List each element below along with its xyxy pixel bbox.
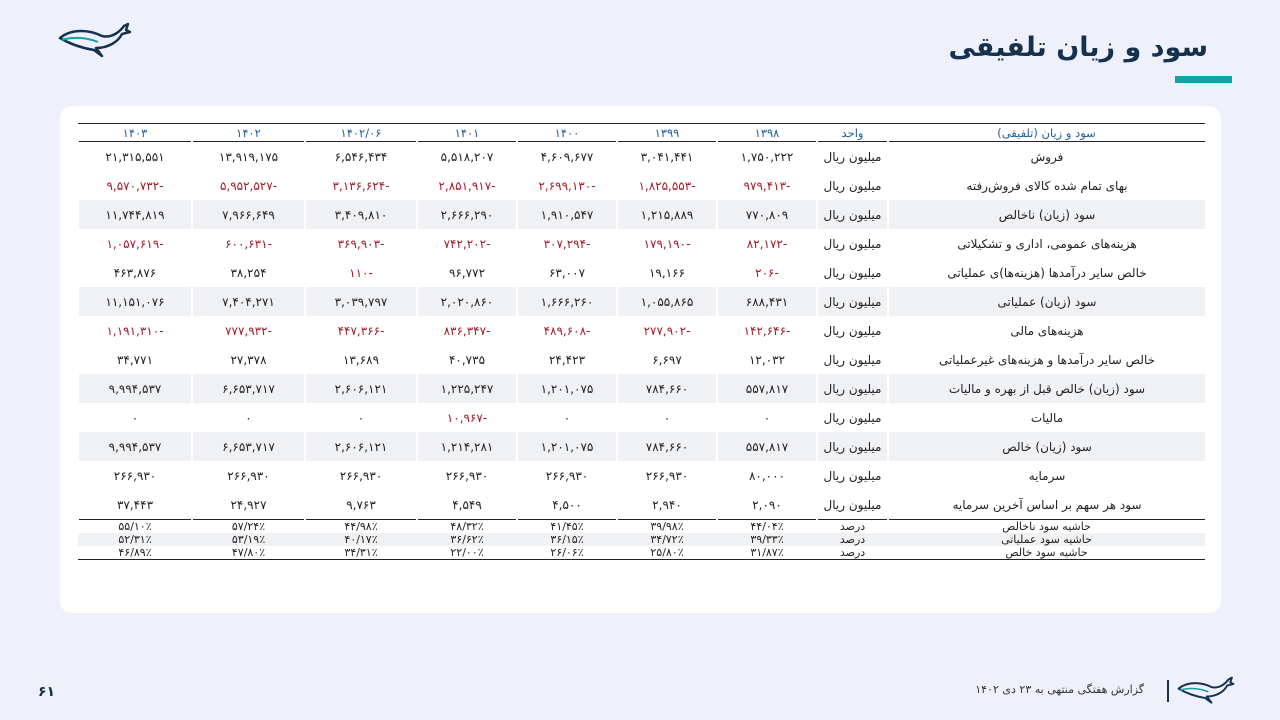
value-cell: ۵۲/۳۱٪ [78, 533, 192, 546]
table-row [78, 374, 1205, 403]
row-label: سرمایه [888, 461, 1205, 490]
header-cell: ۱۴۰۲ [192, 124, 305, 142]
value-cell: ۱۹,۱۶۶ [617, 258, 717, 287]
row-label: هزینه‌های عمومی، اداری و تشکیلاتی [888, 229, 1205, 258]
row-label: حاشیه سود ناخالص [888, 520, 1205, 534]
row-label: سود (زیان) خالص قبل از بهره و مالیات [888, 374, 1205, 403]
value-cell: ۳۹/۹۸٪ [617, 520, 717, 534]
header-cell: ۱۳۹۹ [617, 124, 717, 142]
value-cell: ۲۷,۳۷۸ [192, 345, 305, 374]
table-row [78, 287, 1205, 316]
value-cell: -۳۶۹,۹۰۳ [305, 229, 417, 258]
value-cell: ۲۶۶,۹۳۰ [305, 461, 417, 490]
value-cell: ۲,۰۹۰ [717, 490, 817, 520]
table-row [78, 171, 1205, 200]
row-unit: میلیون ریال [817, 258, 888, 287]
bird-logo-icon [58, 22, 132, 60]
value-cell: ۶,۶۵۳,۷۱۷ [192, 432, 305, 461]
row-unit: میلیون ریال [817, 345, 888, 374]
value-cell: ۱,۲۱۴,۲۸۱ [417, 432, 517, 461]
value-cell: ۴۴/۰۴٪ [717, 520, 817, 534]
value-cell: -۴۸۹,۶۰۸ [517, 316, 617, 345]
value-cell: ۶,۶۹۷ [617, 345, 717, 374]
value-cell: ۲۶۶,۹۳۰ [78, 461, 192, 490]
value-cell: ۴۴/۹۸٪ [305, 520, 417, 534]
value-cell: ۳۶/۶۲٪ [417, 533, 517, 546]
income-statement-table [77, 123, 1205, 560]
value-cell: ۴۰/۱۷٪ [305, 533, 417, 546]
margin-row [78, 533, 1205, 546]
table-row [78, 461, 1205, 490]
row-label: خالص سایر درآمدها و هزینه‌های غیرعملیاتی [888, 345, 1205, 374]
value-cell: ۳,۰۴۱,۴۴۱ [617, 142, 717, 172]
value-cell: ۲۶۶,۹۳۰ [517, 461, 617, 490]
header-cell: سود و زیان (تلفیقی) [888, 124, 1205, 142]
header-cell: ۱۴۰۲/۰۶ [305, 124, 417, 142]
value-cell: -۶۰۰,۶۳۱ [192, 229, 305, 258]
value-cell: -۷۷۷,۹۳۲ [192, 316, 305, 345]
value-cell: ۹,۷۶۳ [305, 490, 417, 520]
table-card [60, 106, 1221, 613]
value-cell: ۴۱/۴۵٪ [517, 520, 617, 534]
value-cell: ۲,۶۶۶,۲۹۰ [417, 200, 517, 229]
page-number: ۶۱ [38, 684, 56, 700]
value-cell: -۱۷۹,۱۹۰ [617, 229, 717, 258]
value-cell: ۶,۶۵۳,۷۱۷ [192, 374, 305, 403]
value-cell: -۱۴۲,۶۴۶ [717, 316, 817, 345]
value-cell: ۶۳,۰۰۷ [517, 258, 617, 287]
row-unit: میلیون ریال [817, 461, 888, 490]
value-cell: -۲۰۶ [717, 258, 817, 287]
value-cell: ۳۴/۳۱٪ [305, 546, 417, 560]
row-unit: میلیون ریال [817, 200, 888, 229]
value-cell: ۱۲,۰۳۲ [717, 345, 817, 374]
value-cell: ۳۴/۷۲٪ [617, 533, 717, 546]
value-cell: ۱,۲۰۱,۰۷۵ [517, 432, 617, 461]
row-label: فروش [888, 142, 1205, 172]
value-cell: ۰ [305, 403, 417, 432]
value-cell: ۰ [617, 403, 717, 432]
value-cell: ۷,۴۰۴,۲۷۱ [192, 287, 305, 316]
row-label: سود (زیان) عملیاتی [888, 287, 1205, 316]
row-unit: میلیون ریال [817, 490, 888, 520]
value-cell: ۲۵/۸۰٪ [617, 546, 717, 560]
row-unit: میلیون ریال [817, 374, 888, 403]
value-cell: ۰ [192, 403, 305, 432]
value-cell: ۱,۲۲۵,۲۴۷ [417, 374, 517, 403]
value-cell: ۱۱,۷۴۴,۸۱۹ [78, 200, 192, 229]
value-cell: ۲۱,۳۱۵,۵۵۱ [78, 142, 192, 172]
value-cell: ۵۵/۱۰٪ [78, 520, 192, 534]
value-cell: -۸۳۶,۳۴۷ [417, 316, 517, 345]
value-cell: ۳۹/۳۳٪ [717, 533, 817, 546]
row-label: سود (زیان) خالص [888, 432, 1205, 461]
value-cell: ۰ [517, 403, 617, 432]
bird-logo-icon [1177, 676, 1235, 706]
margin-row [78, 546, 1205, 560]
value-cell: ۲۶/۰۶٪ [517, 546, 617, 560]
row-label: حاشیه سود عملیاتی [888, 533, 1205, 546]
value-cell: ۴۸/۳۲٪ [417, 520, 517, 534]
value-cell: ۳۱/۸۷٪ [717, 546, 817, 560]
row-unit: میلیون ریال [817, 316, 888, 345]
value-cell: ۳۷,۴۴۳ [78, 490, 192, 520]
value-cell: ۷۷۰,۸۰۹ [717, 200, 817, 229]
value-cell: ۴۷/۸۰٪ [192, 546, 305, 560]
value-cell: ۲,۶۰۶,۱۲۱ [305, 432, 417, 461]
value-cell: ۲۲/۰۰٪ [417, 546, 517, 560]
header-cell: واحد [817, 124, 888, 142]
value-cell: ۴,۵۰۰ [517, 490, 617, 520]
value-cell: -۲,۸۵۱,۹۱۷ [417, 171, 517, 200]
row-unit: میلیون ریال [817, 287, 888, 316]
value-cell: ۱,۷۵۰,۲۲۲ [717, 142, 817, 172]
value-cell: ۱,۰۵۵,۸۶۵ [617, 287, 717, 316]
value-cell: ۱,۲۰۱,۰۷۵ [517, 374, 617, 403]
value-cell: -۱۱۰ [305, 258, 417, 287]
value-cell: ۱,۲۱۵,۸۸۹ [617, 200, 717, 229]
value-cell: ۷,۹۶۶,۶۴۹ [192, 200, 305, 229]
value-cell: -۸۲,۱۷۲ [717, 229, 817, 258]
value-cell: ۲۴,۹۲۷ [192, 490, 305, 520]
value-cell: ۴,۶۰۹,۶۷۷ [517, 142, 617, 172]
value-cell: ۱۳,۹۱۹,۱۷۵ [192, 142, 305, 172]
row-unit: میلیون ریال [817, 142, 888, 172]
value-cell: ۷۸۴,۶۶۰ [617, 374, 717, 403]
value-cell: ۲۴,۴۲۳ [517, 345, 617, 374]
footer-report-text: گزارش هفتگی منتهی به ۲۳ دی ۱۴۰۲ [975, 683, 1144, 696]
title-accent-bar [1175, 76, 1232, 83]
value-cell: ۷۸۴,۶۶۰ [617, 432, 717, 461]
value-cell: -۲۷۷,۹۰۲ [617, 316, 717, 345]
value-cell: ۳۶/۱۵٪ [517, 533, 617, 546]
value-cell: ۵۳/۱۹٪ [192, 533, 305, 546]
row-label: حاشیه سود خالص [888, 546, 1205, 560]
value-cell: ۱۳,۶۸۹ [305, 345, 417, 374]
value-cell: ۴۶/۸۹٪ [78, 546, 192, 560]
value-cell: ۶۸۸,۴۳۱ [717, 287, 817, 316]
value-cell: ۴۶۳,۸۷۶ [78, 258, 192, 287]
value-cell: ۵۵۷,۸۱۷ [717, 374, 817, 403]
value-cell: ۲,۹۴۰ [617, 490, 717, 520]
value-cell: ۹,۹۹۴,۵۳۷ [78, 432, 192, 461]
header-cell: ۱۴۰۳ [78, 124, 192, 142]
value-cell: ۹۶,۷۷۲ [417, 258, 517, 287]
value-cell: ۶,۵۴۶,۴۳۴ [305, 142, 417, 172]
table-row [78, 258, 1205, 287]
value-cell: -۹۷۹,۴۱۳ [717, 171, 817, 200]
value-cell: ۲۶۶,۹۳۰ [192, 461, 305, 490]
value-cell: -۹,۵۷۰,۷۳۲ [78, 171, 192, 200]
value-cell: ۴۰,۷۳۵ [417, 345, 517, 374]
table-row [78, 490, 1205, 520]
value-cell: -۴۴۷,۳۶۶ [305, 316, 417, 345]
value-cell: ۳,۴۰۹,۸۱۰ [305, 200, 417, 229]
row-label: هزینه‌های مالی [888, 316, 1205, 345]
table-header-row [78, 124, 1205, 142]
value-cell: -۱,۰۵۷,۶۱۹ [78, 229, 192, 258]
value-cell: ۸۰,۰۰۰ [717, 461, 817, 490]
value-cell: -۵,۹۵۲,۵۲۷ [192, 171, 305, 200]
value-cell: -۳,۱۳۶,۶۲۴ [305, 171, 417, 200]
page-title: سود و زیان تلفیقی [948, 32, 1208, 63]
value-cell: -۳۰۷,۲۹۴ [517, 229, 617, 258]
header-cell: ۱۴۰۰ [517, 124, 617, 142]
value-cell: -۲,۶۹۹,۱۳۰ [517, 171, 617, 200]
header-cell: ۱۴۰۱ [417, 124, 517, 142]
value-cell: -۱,۸۲۵,۵۵۳ [617, 171, 717, 200]
value-cell: ۵۷/۲۴٪ [192, 520, 305, 534]
row-unit: میلیون ریال [817, 432, 888, 461]
header-cell: ۱۳۹۸ [717, 124, 817, 142]
value-cell: ۱,۶۶۶,۲۶۰ [517, 287, 617, 316]
row-label: مالیات [888, 403, 1205, 432]
value-cell: -۱۰,۹۶۷ [417, 403, 517, 432]
table-row [78, 345, 1205, 374]
margin-row [78, 520, 1205, 534]
row-unit: درصد [817, 520, 888, 534]
value-cell: ۲,۶۰۶,۱۲۱ [305, 374, 417, 403]
value-cell: ۳,۰۳۹,۷۹۷ [305, 287, 417, 316]
table-row [78, 316, 1205, 345]
footer-divider [1167, 680, 1169, 702]
table-row [78, 200, 1205, 229]
value-cell: ۰ [717, 403, 817, 432]
value-cell: ۲۶۶,۹۳۰ [617, 461, 717, 490]
table-row [78, 229, 1205, 258]
row-unit: درصد [817, 533, 888, 546]
value-cell: ۱۱,۱۵۱,۰۷۶ [78, 287, 192, 316]
value-cell: ۹,۹۹۴,۵۳۷ [78, 374, 192, 403]
row-unit: میلیون ریال [817, 171, 888, 200]
row-unit: درصد [817, 546, 888, 560]
row-label: خالص سایر درآمدها (هزینه‌ها)ی عملیاتی [888, 258, 1205, 287]
table-row [78, 432, 1205, 461]
value-cell: ۰ [78, 403, 192, 432]
value-cell: ۵۵۷,۸۱۷ [717, 432, 817, 461]
value-cell: -۷۴۲,۲۰۲ [417, 229, 517, 258]
row-unit: میلیون ریال [817, 403, 888, 432]
value-cell: ۳۴,۷۷۱ [78, 345, 192, 374]
value-cell: ۲۶۶,۹۳۰ [417, 461, 517, 490]
value-cell: ۵,۵۱۸,۲۰۷ [417, 142, 517, 172]
table-row [78, 403, 1205, 432]
value-cell: ۳۸,۲۵۴ [192, 258, 305, 287]
row-label: سود هر سهم بر اساس آخرین سرمایه [888, 490, 1205, 520]
row-label: سود (زیان) ناخالص [888, 200, 1205, 229]
value-cell: -۱,۱۹۱,۳۱۰ [78, 316, 192, 345]
table-row [78, 142, 1205, 172]
value-cell: ۱,۹۱۰,۵۴۷ [517, 200, 617, 229]
row-unit: میلیون ریال [817, 229, 888, 258]
value-cell: ۴,۵۴۹ [417, 490, 517, 520]
value-cell: ۲,۰۲۰,۸۶۰ [417, 287, 517, 316]
row-label: بهای تمام شده کالای فروش‌رفته [888, 171, 1205, 200]
